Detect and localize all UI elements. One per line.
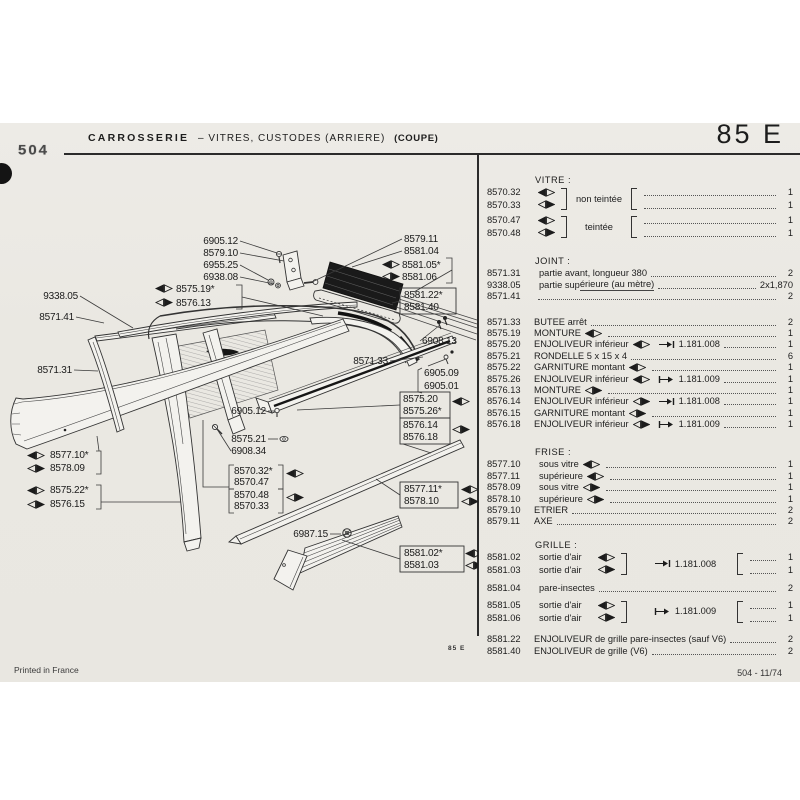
dotted-leader [750,608,776,609]
qty: 2x1,870 [759,279,793,290]
serial-number: 1.181.008 [678,396,720,407]
part-ref: 8570.47 [487,215,521,225]
printed-in-france: Printed in France [14,665,79,675]
part-label: 6905.12 [203,236,238,247]
dotted-leader [572,513,776,514]
from-serial-icon [658,420,675,429]
parts-row [487,279,793,290]
right-side-icon [633,397,650,406]
section-vitre: VITRE : [535,175,572,185]
dotted-leader [652,416,776,417]
part-ref: 8570.32 [487,187,521,197]
serial-number: 1.181.009 [678,419,720,430]
qty: 1 [787,362,793,373]
qty: 1 [787,459,793,470]
parts-row [487,419,793,430]
qty: 1 [787,339,793,350]
parts-row [487,470,793,481]
qty: 2 [787,316,793,327]
qty: 1 [787,327,793,338]
part-label: 8571.41 [39,312,74,323]
part-ref: 8581.02 [487,552,521,563]
part-desc: RONDELLE 5 x 15 x 4 [534,350,628,361]
part-ref: 8575.20 [487,339,521,350]
dotted-leader [606,467,776,468]
left-side-icon [28,487,44,494]
right-side-icon [462,498,478,505]
part-ref: 9338.05 [487,279,521,290]
section-frise: FRISE : [535,447,572,458]
part-desc: pare-insectes [539,582,595,593]
qty: 2 [787,516,793,527]
parts-row [487,291,793,302]
dotted-leader [644,208,776,209]
part-desc: sortie d'air [539,552,582,563]
parts-row [487,339,793,350]
right-side-icon [598,565,616,574]
parts-row [487,482,793,493]
part-desc: ENJOLIVEUR de grille pare-insectes (sauf V6) [534,634,727,645]
part-desc: MONTURE [534,384,581,395]
part-desc: supérieure [539,493,583,504]
qty: 1 [787,187,793,197]
from-serial-icon [654,607,671,616]
part-label: 8581.03 [404,560,439,571]
serial-number: 1.181.009 [674,606,717,617]
dotted-leader [724,347,776,348]
part-ref: 8581.04 [487,582,521,593]
bracket [631,188,637,210]
section-title: CARROSSERIE [88,132,190,144]
parts-row [487,373,793,384]
dotted-leader [724,404,776,405]
part-label: 8570.47 [234,477,269,488]
dotted-leader [599,591,776,592]
subtitle: – VITRES, CUSTODES (ARRIERE) [198,133,386,144]
qty: 1 [787,215,793,225]
bracket [561,216,567,238]
parts-row [487,407,793,418]
dotted-leader [652,654,776,655]
right-side-icon [629,409,646,418]
right-side-icon [633,420,650,429]
right-side-icon [156,299,172,306]
part-label: 6955.25 [203,260,238,271]
part-label: 8575.21 [231,434,266,445]
part-desc: GARNITURE montant [534,362,625,373]
part-ref: 8579.11 [487,516,520,527]
part-desc: partie avant, longueur 380 [539,268,648,279]
catalog-reference: 504 - 11/74 [737,668,782,678]
part-desc: sortie d'air [539,599,582,610]
dotted-leader [651,276,776,277]
dotted-leader [730,642,776,643]
left-side-icon [156,285,172,292]
dotted-leader [644,195,776,196]
exploded-diagram [0,152,478,632]
dotted-leader [658,288,756,289]
dotted-leader [591,325,776,326]
section-grille: GRILLE : [535,540,578,551]
dotted-leader [750,560,776,561]
vitre-group [487,215,793,239]
right-side-icon [538,228,556,237]
part-label: 8578.10 [404,496,439,507]
dotted-leader [610,502,776,503]
part-label: 8571.33 [353,356,388,367]
part-label: 8570.32* [234,466,273,477]
part-label: 6908.34 [231,446,266,457]
dotted-leader [724,427,776,428]
part-desc: AXE [534,516,553,527]
part-desc: sortie d'air [539,565,582,576]
left-side-icon [587,472,604,481]
vitre-group [487,187,793,211]
left-side-icon [466,550,478,557]
bracket [621,553,627,575]
qty: 1 [787,396,793,407]
parts-row [487,396,793,407]
bracket [621,601,627,623]
part-label: 9338.05 [43,291,78,302]
part-ref: 8576.18 [487,419,521,430]
part-label: 8571.31 [37,365,72,376]
left-side-icon [383,261,399,268]
part-label: 8581.06 [402,272,437,283]
left-side-icon [453,398,469,405]
part-ref: 8571.31 [487,268,521,279]
part-desc: BUTEE arrêt [534,316,587,327]
right-side-icon [287,494,303,501]
part-ref: 8571.33 [487,316,521,327]
part-label: 8579.10 [203,248,238,259]
dotted-leader [644,236,776,237]
qty: 2 [787,645,793,656]
part-label: 6938.08 [203,272,238,283]
part-label: 6905.01 [424,381,459,392]
qty: 2 [787,291,793,302]
part-desc: GARNITURE montant [534,407,625,418]
qty: 1 [787,228,793,238]
part-ref: 8576.14 [487,396,521,407]
part-label: 8579.11 [404,234,439,245]
dotted-leader [538,299,776,300]
left-side-icon [28,452,44,459]
parts-row [487,645,793,656]
qty: 1 [787,482,793,493]
dotted-leader [652,370,776,371]
etrier-bracket-drawing [268,251,318,290]
part-ref: 8581.22 [487,634,521,645]
part-label: 6905.09 [424,368,459,379]
part-label: 8577.10* [50,450,89,461]
part-ref: 8581.40 [487,645,521,656]
serial-number: 1.181.008 [678,339,720,350]
upto-serial-icon [658,397,675,406]
page-title [88,132,438,144]
part-label: 8576.14 [403,420,438,431]
parts-row [487,316,793,327]
part-ref: 8581.06 [487,612,521,623]
part-desc: ETRIER [534,505,569,516]
dotted-leader [608,393,776,394]
dotted-leader [631,359,776,360]
part-ref: 8571.41 [487,291,521,302]
part-label: 8581.02* [404,548,443,559]
part-label: 8576.15 [50,499,85,510]
parts-row [487,459,793,470]
grille-pair [487,552,793,576]
bracket [737,601,743,623]
variant: (COUPE) [394,133,439,144]
left-side-icon [538,188,556,197]
qty: 1 [787,407,793,418]
part-desc: MONTURE [534,327,581,338]
dotted-leader [606,490,776,491]
right-side-icon [28,501,44,508]
part-label: 8581.40 [404,302,439,313]
right-side-icon [583,483,600,492]
part-ref: 8570.48 [487,228,521,238]
part-desc: sous vitre [539,459,579,470]
part-desc: ENJOLIVEUR inférieur [534,396,629,407]
left-side-icon [633,340,650,349]
qty: 2 [787,634,793,645]
page-code-small: 85 E [448,645,466,652]
left-side-icon [598,553,616,562]
dotted-leader [608,336,776,337]
bracket [631,216,637,238]
section-joint: JOINT : [535,256,571,266]
parts-row [487,493,793,504]
qty: 1 [787,419,793,430]
part-desc: supérieure [539,470,583,481]
parts-row [487,505,793,516]
part-label: 8575.26* [403,406,442,417]
part-ref: 8577.11 [487,470,520,481]
part-ref: 8578.10 [487,493,521,504]
part-ref: 8581.05 [487,599,521,610]
right-side-icon [538,200,556,209]
part-desc: ENJOLIVEUR inférieur [534,339,629,350]
part-label: 8570.48 [234,490,269,501]
part-label: 6987.15 [293,529,328,540]
parts-row [487,350,793,361]
qty: 1 [787,552,793,563]
right-side-icon [466,562,478,569]
part-ref: 8576.13 [487,384,521,395]
bracket [561,188,567,210]
left-side-icon [538,216,556,225]
part-label: 8577.11* [404,484,442,495]
part-desc: sortie d'air [539,612,582,623]
parts-list [487,175,793,657]
right-side-icon [453,426,469,433]
grille-pair [487,600,793,624]
dotted-leader [750,573,776,574]
part-label: 8576.18 [403,432,438,443]
part-label: 8576.13 [176,298,211,309]
part-ref: 8575.19 [487,327,521,338]
parts-row [487,362,793,373]
right-side-icon [587,495,604,504]
dotted-leader [724,382,776,383]
vitre-variant-label: teintée [585,221,613,232]
parts-row [487,328,793,339]
model-logo: 504 [18,142,50,159]
left-side-icon [583,460,600,469]
left-side-icon [287,470,303,477]
upto-serial-icon [654,559,671,568]
parts-row [487,634,793,645]
part-label: 8581.04 [404,246,439,257]
parts-row [487,516,793,527]
part-ref: 8575.22 [487,362,521,373]
qty: 1 [787,599,793,610]
bracket [737,553,743,575]
part-label: 6905.12 [231,406,266,417]
parts-row [487,268,793,279]
right-side-icon [28,465,44,472]
part-desc: ENJOLIVEUR de grille (V6) [534,645,648,656]
part-label: 8581.22* [404,290,443,301]
part-label: 8575.22* [50,485,89,496]
serial-number: 1.181.008 [674,558,717,569]
serial-number: 1.181.009 [678,373,720,384]
part-ref: 8577.10 [487,459,521,470]
right-side-icon [585,386,602,395]
left-side-icon [633,375,650,384]
qty: 1 [787,373,793,384]
part-label: 8581.05* [402,260,441,271]
part-label: 8575.20 [403,394,438,405]
from-serial-icon [658,375,675,384]
qty: 2 [787,582,793,593]
left-side-icon [462,486,478,493]
part-desc-underlined: érieure (au mètre) [579,278,655,289]
part-desc: partie sup [539,279,580,290]
dotted-leader [750,621,776,622]
upto-serial-icon [658,340,675,349]
qty: 1 [787,384,793,395]
part-ref: 8581.03 [487,565,521,576]
qty: 1 [787,470,793,481]
qty: 1 [787,493,793,504]
dotted-leader [610,479,776,480]
part-ref: 8578.09 [487,482,521,493]
part-ref: 8579.10 [487,505,521,516]
qty: 1 [787,200,793,210]
left-side-icon [598,601,616,610]
parts-row [487,385,793,396]
left-side-icon [585,329,602,338]
dotted-leader [644,223,776,224]
dotted-leader [557,524,776,525]
part-label: 8578.09 [50,463,85,474]
scanned-page [0,119,800,682]
qty: 2 [787,268,793,279]
part-ref: 8575.21 [487,350,521,361]
right-side-icon [598,613,616,622]
part-desc: ENJOLIVEUR inférieur [534,373,629,384]
left-side-icon [629,363,646,372]
qty: 6 [787,350,793,361]
part-label: 8570.33 [234,501,269,512]
part-ref: 8570.33 [487,200,521,210]
part-desc: ENJOLIVEUR inférieur [534,419,629,430]
part-label: 8575.19* [176,284,215,295]
page-number: 85 E [716,119,784,149]
part-desc: sous vitre [539,482,579,493]
part-ref: 8576.15 [487,407,521,418]
qty: 2 [787,505,793,516]
qty: 1 [787,565,793,576]
vitre-variant-label: non teintée [575,193,622,204]
part-label: 6908.13 [422,336,457,347]
part-ref: 8575.26 [487,373,521,384]
parts-row [487,582,793,593]
qty: 1 [787,612,793,623]
